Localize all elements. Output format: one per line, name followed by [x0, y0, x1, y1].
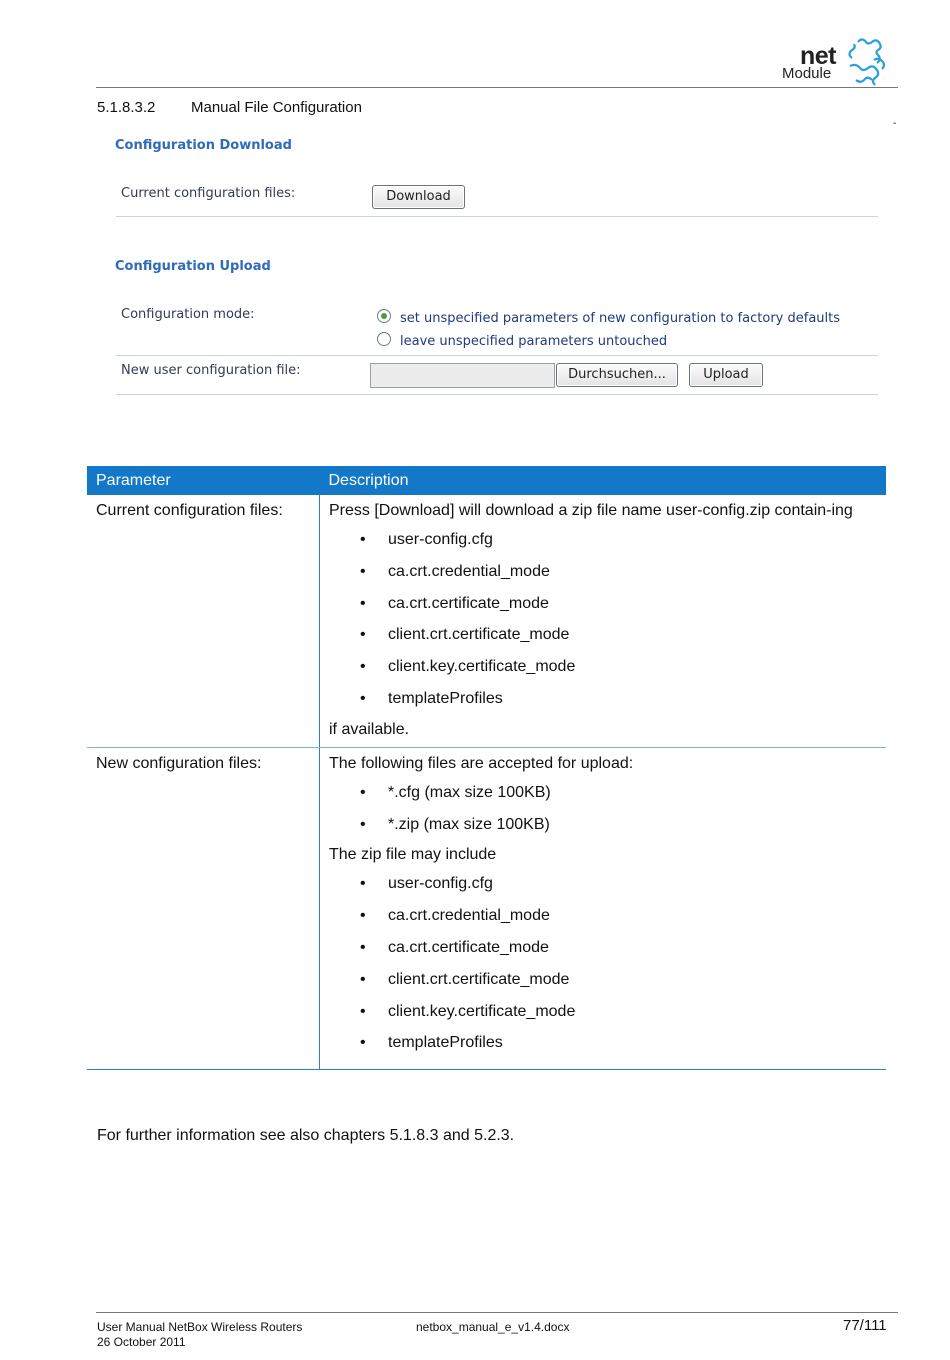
upload-button[interactable]: Upload — [689, 363, 763, 387]
ui-divider — [116, 394, 878, 395]
stray-dash: - — [893, 118, 897, 129]
table-row — [87, 495, 886, 747]
list-item: • templateProfiles — [329, 1027, 877, 1059]
list-item: • user-config.cfg — [329, 868, 877, 900]
param-current-files: Current configuration files: — [87, 495, 320, 747]
radio-untouched[interactable] — [377, 332, 391, 346]
description-intro: Press [Download] will download a zip file name user-config.zip contain-ing — [329, 502, 853, 519]
current-files-label: Current configuration files: — [121, 186, 296, 201]
description-outro: if available. — [329, 720, 410, 738]
section-number: 5.1.8.3.2 — [97, 99, 156, 116]
param-new-files: New configuration files: — [87, 747, 320, 1069]
list-item: • client.key.certificate_mode — [329, 651, 877, 683]
list-item: • ca.crt.certificate_mode — [329, 932, 877, 964]
accepted-file-list — [329, 777, 877, 841]
description-middle: The zip file may include — [329, 846, 497, 864]
list-item: • client.crt.certificate_mode — [329, 619, 877, 651]
header-parameter: Parameter — [87, 466, 320, 495]
footer-doc-title: User Manual NetBox Wireless Routers — [97, 1320, 303, 1334]
table-header-row — [87, 466, 886, 495]
list-item: • client.crt.certificate_mode — [329, 964, 877, 996]
puzzle-logo-icon — [844, 36, 892, 86]
list-item: • client.key.certificate_mode — [329, 996, 877, 1028]
download-button[interactable]: Download — [372, 185, 465, 209]
section-title: Manual File Configuration — [191, 99, 362, 116]
footer-filename: netbox_manual_e_v1.4.docx — [416, 1320, 570, 1334]
footer-page-number: 77/111 — [843, 1317, 887, 1334]
radio-factory-defaults[interactable] — [377, 309, 391, 323]
file-list — [329, 524, 877, 715]
radio-factory-defaults-label[interactable]: set unspecified parameters of new configuration to factory defaults — [400, 311, 841, 326]
description-cell — [320, 495, 887, 747]
parameter-table — [87, 466, 886, 1070]
list-item: • ca.crt.credential_mode — [329, 900, 877, 932]
list-item: • *.zip (max size 100KB) — [329, 809, 877, 841]
file-path-input[interactable] — [370, 363, 555, 388]
footer-left — [97, 1320, 302, 1350]
further-information-text: For further information see also chapters 5.1.8.3 and 5.2.3. — [97, 1127, 515, 1144]
table-row — [87, 747, 886, 1069]
list-item: • templateProfiles — [329, 683, 877, 715]
list-item: • *.cfg (max size 100KB) — [329, 777, 877, 809]
zip-contents-list — [329, 868, 877, 1059]
radio-untouched-label[interactable]: leave unspecified parameters untouched — [400, 334, 668, 349]
new-file-label: New user configuration file: — [121, 363, 301, 378]
upload-heading: Configuration Upload — [115, 259, 271, 274]
browse-button[interactable]: Durchsuchen... — [556, 363, 678, 387]
header-description: Description — [320, 466, 887, 495]
footer-date: 26 October 2011 — [97, 1335, 186, 1349]
mode-label: Configuration mode: — [121, 307, 255, 322]
list-item: • ca.crt.certificate_mode — [329, 588, 877, 620]
list-item: • user-config.cfg — [329, 524, 877, 556]
list-item: • ca.crt.credential_mode — [329, 556, 877, 588]
ui-divider — [116, 216, 878, 217]
logo-word-module: Module — [782, 65, 832, 82]
ui-divider — [116, 355, 878, 356]
logo-word-net: net — [800, 42, 836, 70]
description-cell — [320, 747, 887, 1069]
config-ui-screenshot — [112, 130, 882, 410]
description-intro: The following files are accepted for upload: — [329, 754, 634, 772]
footer-rule — [96, 1312, 898, 1313]
header-rule — [96, 87, 898, 88]
download-heading: Configuration Download — [115, 138, 292, 153]
netmodule-logo — [782, 36, 894, 86]
